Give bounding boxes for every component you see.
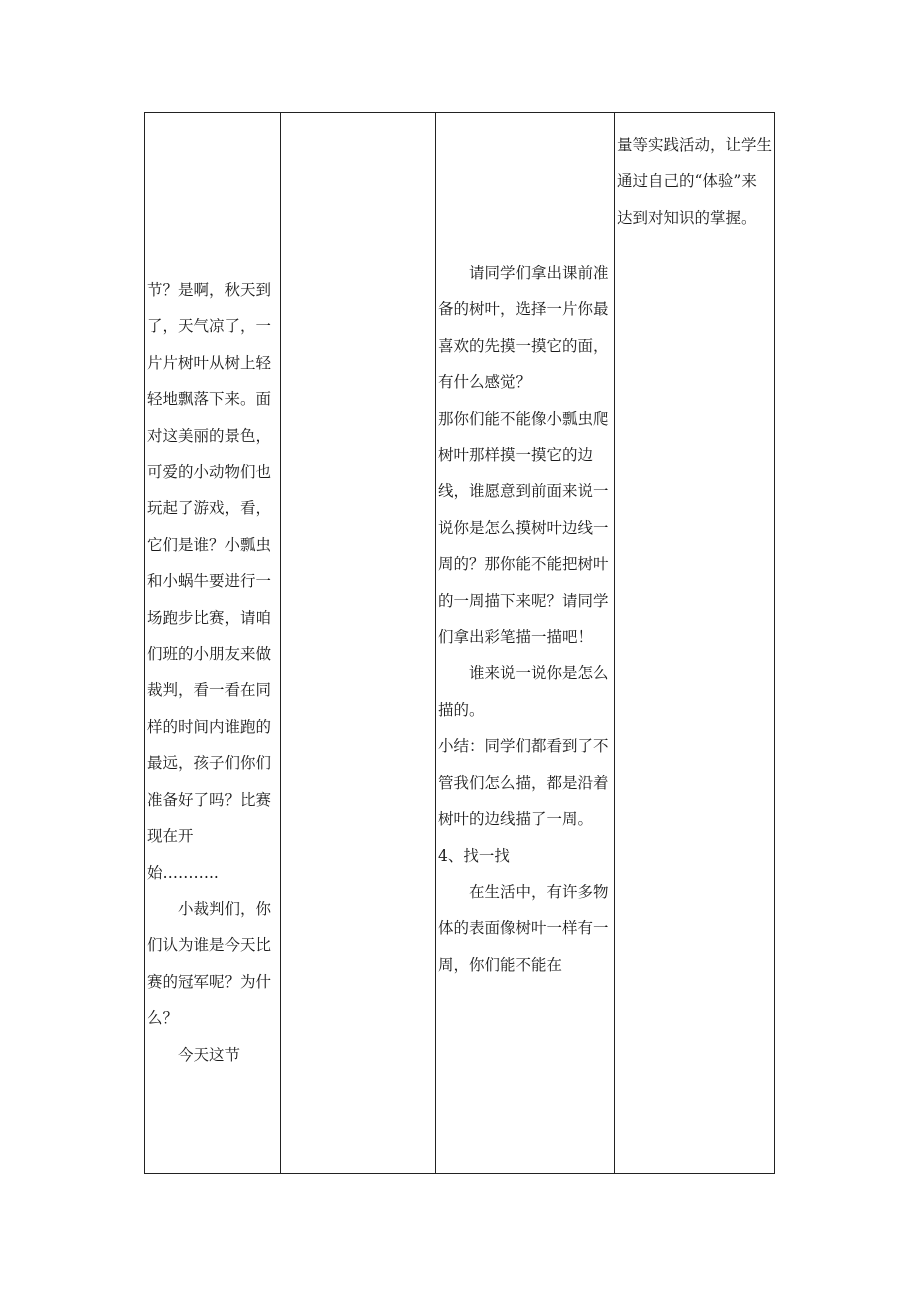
table-column-teacher-activity (436, 113, 615, 1173)
lesson-table (144, 112, 775, 1174)
paragraph: 量等实践活动，让学生通过自己的“体验”来达到对知识的掌握。 (617, 136, 773, 227)
paragraph: 请同学们拿出课前准备的树叶，选择一片你最喜欢的先摸一摸它的面，有什么感觉？ (438, 264, 609, 392)
paragraph: 始……….. (147, 863, 219, 882)
paragraph: 节？是啊，秋天到了，天气凉了，一片片树叶从树上轻轻地飘落下来。面对这美丽的景色，可爱的小动物们也玩起了游戏，看，它们是谁？小瓢虫和小蜗牛要进行一场跑步比赛，请咱们班的小朋友来做裁判，看一看在同样的时间内谁跑的最远，孩子们你们准备好了吗？比赛现在开 (147, 281, 272, 846)
section-heading: 4、找一找 (438, 846, 510, 865)
table-column-teaching-content (145, 113, 281, 1173)
table-column-empty (281, 113, 436, 1173)
paragraph: 在生活中，有许多物体的表面像树叶一样有一周，你们能不能在 (438, 882, 609, 974)
paragraph: 今天这节 (178, 1045, 241, 1064)
column-text (617, 127, 772, 236)
paragraph: 小裁判们，你们认为谁是今天比赛的冠军呢？为什么？ (147, 899, 272, 1028)
paragraph: 那你们能不能像小瓢虫爬树叶那样摸一摸它的边线，谁愿意到前面来说一说你是怎么摸树叶边线一周的？那你能不能把树叶的一周描下来呢？请同学们拿出彩笔描一描吧！ (438, 409, 609, 647)
paragraph: 谁来说一说你是怎么描的。 (438, 664, 609, 719)
column-text (438, 255, 612, 983)
column-text (147, 272, 278, 1073)
paragraph: 小结：同学们都看到了不管我们怎么描，都是沿着树叶的边线描了一周。 (438, 737, 609, 829)
table-column-design-intent (615, 113, 774, 1173)
